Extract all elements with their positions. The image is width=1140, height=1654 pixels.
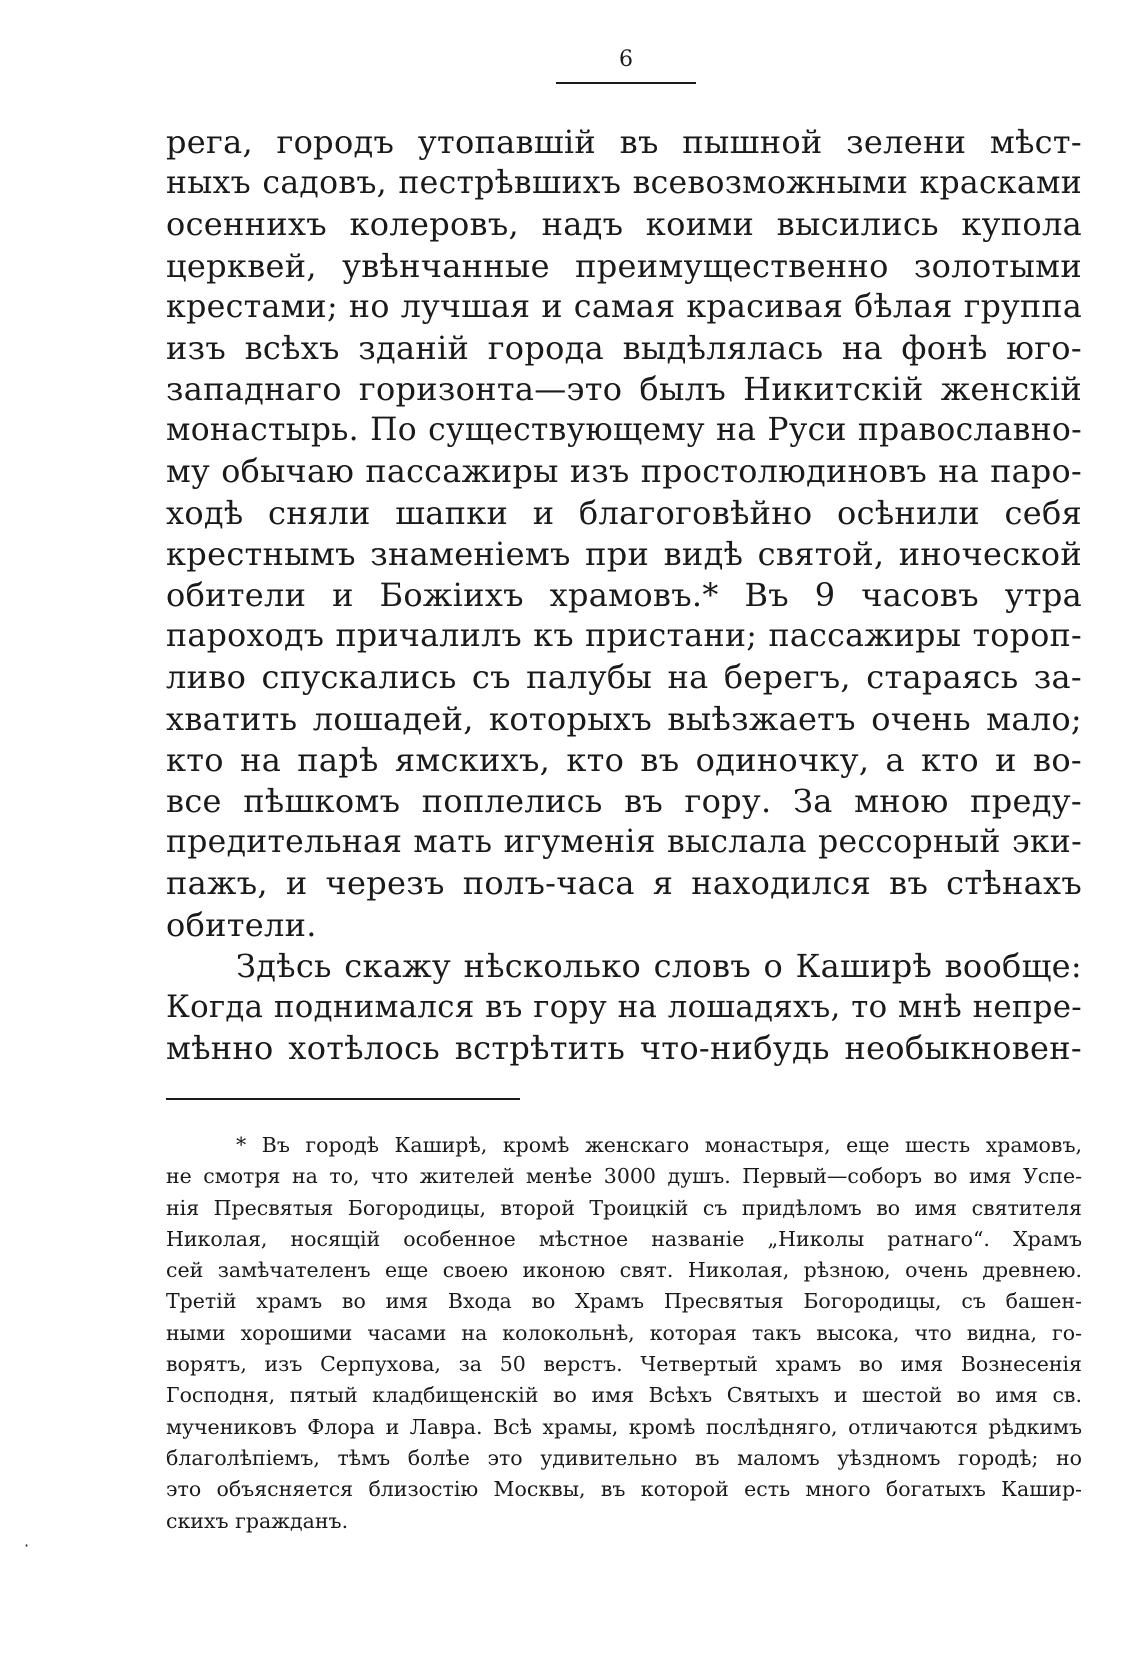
main-text-line: осеннихъ колеровъ, надъ коими высились купола bbox=[166, 205, 1082, 244]
main-text-line: кто на парѣ ямскихъ, кто въ одиночку, а кто и во- bbox=[166, 740, 1082, 779]
main-text-line: обители. bbox=[166, 905, 317, 944]
main-text-line: монастырь. По существующему на Руси православно- bbox=[166, 412, 1082, 449]
footnote-line: благолѣпіемъ, тѣмъ болѣе это удивительно въ маломъ уѣздномъ городѣ; но bbox=[166, 1445, 1082, 1470]
main-text-line: крестами; но лучшая и самая красивая бѣлая группа bbox=[166, 288, 1082, 325]
main-text-line: мѣнно хотѣлось встрѣтить что-нибудь необыкновен- bbox=[166, 1029, 1082, 1068]
main-text-line: ливо спускались съ палубы на берегъ, стараясь за- bbox=[166, 658, 1082, 697]
main-text-line: рега, городъ утопавшій въ пышной зелени мѣст- bbox=[166, 123, 1082, 161]
main-text-line: ходѣ сняли шапки и благоговѣйно осѣнили себя bbox=[166, 493, 1082, 532]
page-number: 6 bbox=[619, 47, 633, 72]
footnote-line: скихъ гражданъ. bbox=[166, 1508, 349, 1533]
main-text-line: обители и Божіихъ храмовъ.* Въ 9 часовъ утра bbox=[166, 576, 1082, 615]
main-text-line: крестнымъ знаменіемъ при видѣ святой, иноческой bbox=[166, 534, 1082, 573]
footnote-line: не смотря на то, что жителей менѣе 3000 душъ. Первый—соборъ во имя Успе- bbox=[166, 1164, 1082, 1189]
footnote bbox=[166, 1130, 1082, 1537]
footnote-line: Третій храмъ во имя Входа во Храмъ Пресвятыя Богородицы, съ башен- bbox=[166, 1289, 1082, 1314]
footnote-line: мучениковъ Флора и Лавра. Всѣ храмы, кромѣ послѣдняго, отличаются рѣдкимъ bbox=[166, 1414, 1082, 1439]
main-text-line: хватить лошадей, которыхъ выѣзжаетъ очень мало; bbox=[166, 699, 1082, 738]
footnote-line: сей замѣчателенъ еще своею иконою свят. Николая, рѣзною, очень древнею. bbox=[166, 1258, 1082, 1283]
footnote-line: ными хорошими часами на колокольнѣ, которая такъ высока, что видна, го- bbox=[166, 1320, 1082, 1345]
main-text-line: пароходъ причалилъ къ пристани; пассажиры тороп- bbox=[166, 618, 1082, 655]
main-text-line: му обычаю пассажиры изъ простолюдиновъ на паро- bbox=[166, 453, 1082, 490]
main-text-line: пажъ, и черезъ полъ-часа я находился въ стѣнахъ bbox=[166, 864, 1082, 903]
main-text-line: изъ всѣхъ зданій города выдѣлялась на фонѣ юго- bbox=[166, 328, 1082, 367]
main-text-line: Здѣсь скажу нѣсколько словъ о Каширѣ вообще: bbox=[236, 946, 1082, 985]
main-text-line: все пѣшкомъ поплелись въ гору. За мною преду- bbox=[166, 782, 1082, 820]
footnote-line: это объясняется близостію Москвы, въ которой есть много богатыхъ Кашир- bbox=[166, 1477, 1082, 1502]
main-text-line: предительная мать игуменія выслала рессорный эки- bbox=[166, 824, 1082, 861]
main-text-line: Когда поднимался въ гору на лошадяхъ, то мнѣ непре- bbox=[166, 988, 1082, 1025]
main-text-line: западнаго горизонта—это былъ Никитскій женскій bbox=[166, 370, 1082, 409]
footnote-line: ворятъ, изъ Серпухова, за 50 верстъ. Четвертый храмъ во имя Вознесенія bbox=[166, 1352, 1082, 1377]
footnote-line: * Въ городѣ Каширѣ, кромѣ женскаго монастыря, еще шесть храмовъ, bbox=[236, 1133, 1082, 1157]
footnote-line: Николая, носящій особенное мѣстное названіе „Николы ратнаго“. Храмъ bbox=[166, 1226, 1082, 1251]
main-text-line: церквей, увѣнчанные преимущественно золотыми bbox=[166, 246, 1082, 285]
main-text-line: ныхъ садовъ, пестрѣвшихъ всевозможными красками bbox=[166, 165, 1082, 202]
footnote-line: Господня, пятый кладбищенскій во имя Всѣхъ Святыхъ и шестой во имя св. bbox=[166, 1383, 1082, 1408]
margin-speck: · bbox=[24, 1536, 30, 1555]
page-number-rule bbox=[556, 82, 696, 84]
footnote-line: нія Пресвятыя Богородицы, второй Троицкій съ придѣломъ во имя святителя bbox=[166, 1195, 1082, 1220]
main-text bbox=[166, 122, 1082, 1069]
footnote-rule bbox=[166, 1098, 520, 1100]
